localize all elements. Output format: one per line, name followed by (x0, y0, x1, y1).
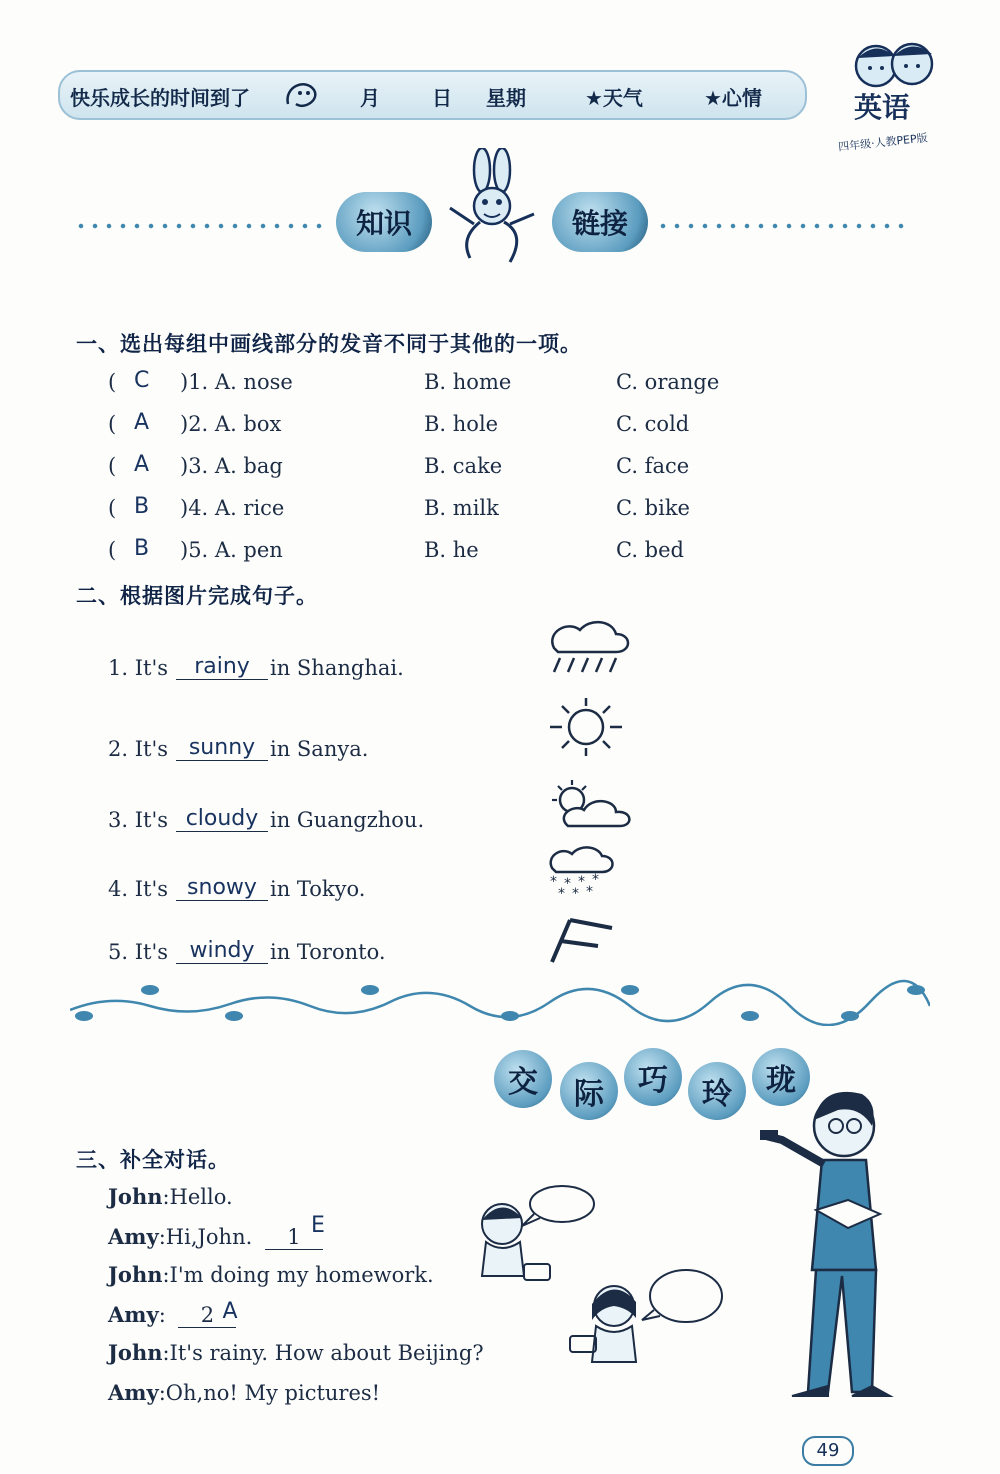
option-b: B. cake (424, 454, 503, 478)
kids-faces-icon (846, 40, 942, 90)
svg-text:*: * (558, 886, 565, 900)
part3-title: 三、补全对话。 (76, 1148, 230, 1172)
sun-icon (546, 696, 626, 758)
section-knowledge-left: 知识 (336, 192, 432, 252)
snow-cloud-icon (546, 844, 618, 900)
answer-mark: B (134, 494, 150, 519)
page-number: 49 (802, 1436, 854, 1466)
answer-blank: 2 A (178, 1303, 236, 1328)
header-weekday: 星期 (486, 86, 526, 110)
speaker: Amy (108, 1380, 159, 1405)
line-text: :Oh,no! My pictures! (158, 1381, 381, 1405)
question-row: ( C )1. A. nose B. home C. orange (108, 368, 720, 394)
dialogue-line (108, 1262, 508, 1294)
answer-mark: A (134, 410, 150, 435)
line-text: : (158, 1303, 166, 1327)
sentence-prefix: 2. It's (108, 737, 168, 761)
section-bubble: 玲 (688, 1062, 746, 1120)
speaker: Amy (108, 1224, 159, 1249)
sentence-prefix: 3. It's (108, 808, 168, 832)
option-a: )3. A. bag (180, 454, 283, 478)
header-weather: ★天气 (585, 86, 643, 110)
sentence-prefix: 4. It's (108, 877, 168, 901)
section-bubble: 珑 (752, 1048, 810, 1106)
svg-text:*: * (572, 886, 579, 900)
section-bubble: 际 (560, 1062, 618, 1120)
speaker: John (108, 1184, 163, 1209)
answer-blank: cloudy (176, 806, 268, 832)
sentence-row (108, 656, 528, 690)
subject-badge (832, 40, 952, 154)
part2-title: 二、根据图片完成句子。 (76, 584, 318, 608)
question-row: ( B )5. A. pen B. he C. bed (108, 536, 684, 562)
header-banner (58, 70, 807, 120)
rain-cloud-icon (546, 618, 632, 680)
cloud-sun-icon (546, 778, 636, 832)
rabbit-icon (440, 148, 540, 272)
teacher-icon (752, 1080, 912, 1410)
dialogue-line (108, 1184, 508, 1216)
dialogue-line (108, 1340, 508, 1372)
svg-text:*: * (578, 874, 585, 890)
answer-mark: E (310, 1213, 325, 1238)
sentence-row (108, 737, 528, 771)
vine-divider (70, 976, 930, 1026)
answer-mark: C (134, 368, 150, 393)
section-bubble: 交 (494, 1050, 552, 1108)
girl-on-phone-icon (566, 1262, 726, 1372)
grade-label: 四年级·人教PEP版 (837, 131, 929, 154)
answer-blank: rainy (176, 654, 268, 680)
line-text: :It's rainy. How about Beijing? (162, 1341, 484, 1365)
option-c: C. bed (616, 538, 684, 562)
sentence-row (108, 877, 528, 911)
svg-text:*: * (564, 876, 571, 892)
sentence-suffix: in Toronto. (270, 940, 386, 964)
header-slogan: 快乐成长的时间到了 (70, 86, 250, 110)
sentence-prefix: 1. It's (108, 656, 168, 680)
divider-left (74, 222, 324, 230)
svg-text:*: * (592, 872, 599, 888)
question-row: ( A )3. A. bag B. cake C. face (108, 452, 690, 478)
option-a: )4. A. rice (180, 496, 285, 520)
line-text: :Hi,John. (158, 1225, 253, 1249)
subject-label: 英语 (854, 91, 911, 124)
answer-blank: 1 E (265, 1225, 323, 1250)
header-month: 月 (360, 86, 380, 110)
option-a: )2. A. box (180, 412, 282, 436)
dialogue-line (108, 1213, 508, 1256)
option-c: C. orange (616, 370, 720, 394)
option-a: )1. A. nose (180, 370, 293, 394)
section-bubble: 巧 (624, 1048, 682, 1106)
doodle-icon (282, 76, 322, 112)
answer-mark: B (134, 536, 150, 561)
sentence-suffix: in Guangzhou. (270, 808, 425, 832)
answer-mark: A (222, 1299, 238, 1324)
speaker: John (108, 1340, 163, 1365)
dialogue-line (108, 1380, 508, 1412)
question-row: ( B )4. A. rice B. milk C. bike (108, 494, 690, 520)
sentence-prefix: 5. It's (108, 940, 168, 964)
part1-title: 一、选出每组中画线部分的发音不同于其他的一项。 (76, 332, 582, 356)
sentence-row (108, 808, 528, 842)
wind-flag-icon (546, 914, 616, 966)
sentence-suffix: in Shanghai. (270, 656, 404, 680)
line-text: :I'm doing my homework. (162, 1263, 434, 1287)
answer-blank: sunny (176, 735, 268, 761)
option-c: C. bike (616, 496, 690, 520)
option-b: B. hole (424, 412, 499, 436)
option-b: B. milk (424, 496, 499, 520)
option-c: C. face (616, 454, 690, 478)
speaker: John (108, 1262, 163, 1287)
option-a: )5. A. pen (180, 538, 283, 562)
answer-blank: windy (176, 938, 268, 964)
dialogue-line (108, 1299, 508, 1334)
line-text: :Hello. (162, 1185, 233, 1209)
option-b: B. he (424, 538, 479, 562)
option-b: B. home (424, 370, 512, 394)
svg-text:*: * (586, 884, 593, 900)
svg-text:*: * (550, 874, 557, 890)
option-c: C. cold (616, 412, 690, 436)
header-mood: ★心情 (704, 86, 762, 110)
speaker: Amy (108, 1302, 159, 1327)
answer-mark: A (134, 452, 150, 477)
header-day: 日 (432, 86, 452, 110)
answer-blank: snowy (176, 875, 268, 901)
sentence-suffix: in Sanya. (270, 737, 369, 761)
sentence-row (108, 940, 528, 974)
section-knowledge-right: 链接 (552, 192, 648, 252)
divider-right (656, 222, 906, 230)
question-row: ( A )2. A. box B. hole C. cold (108, 410, 690, 436)
sentence-suffix: in Tokyo. (270, 877, 366, 901)
